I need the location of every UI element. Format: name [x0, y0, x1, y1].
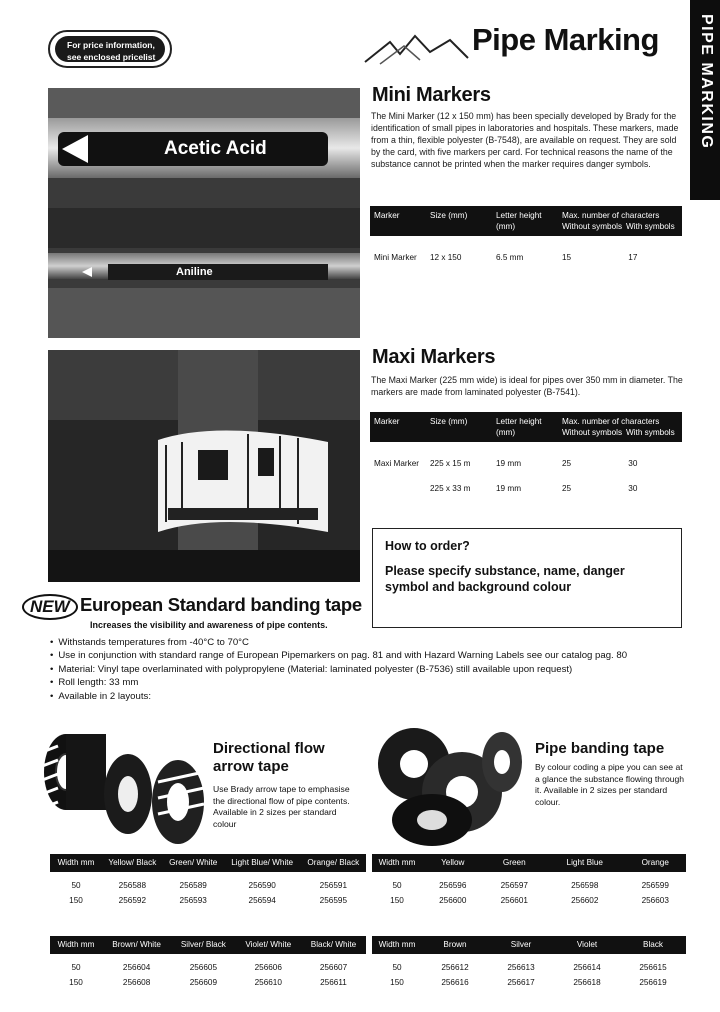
table-cell: 50	[392, 963, 402, 972]
banding-tape-description: By colour coding a pipe you can see at a glance the substance flowing through it. Available in 2 sizes per standard colour.	[535, 762, 685, 807]
col-colour: Silver	[488, 936, 554, 954]
table-cell: 25	[562, 459, 572, 468]
table-row	[50, 973, 366, 992]
table-row	[372, 973, 686, 992]
table-cell: 15	[562, 253, 572, 262]
table-cell: 150	[69, 978, 83, 987]
mini-col-without: Without symbols	[562, 222, 623, 231]
col-colour: Black/ White	[301, 936, 366, 954]
table-cell: 150	[390, 896, 404, 905]
mini-markers-description: The Mini Marker (12 x 150 mm) has been specially developed by Brady for the identification of small pipes in laboratories and hospitals. These markers, made from a thin, flexible polyester (B-7548), are available on request. They are sold by the card, with five markers per card. For technical reasons the name of the substance cannot be printed when the marker requires danger symbols.	[371, 111, 679, 169]
table-row	[50, 954, 366, 973]
mini-markers-table	[370, 206, 682, 267]
col-colour: Black	[620, 936, 686, 954]
how-to-order-box	[372, 528, 682, 628]
table-cell: 256591	[319, 881, 347, 890]
maxi-marker-photo	[48, 350, 360, 582]
table-cell: 150	[69, 896, 83, 905]
col-width: Width mm	[372, 854, 422, 872]
table-cell: 256610	[254, 978, 282, 987]
table-cell: 256607	[319, 963, 348, 972]
table-row	[370, 473, 682, 498]
banding-tape-title: Pipe banding tape	[535, 740, 665, 757]
table-cell: 256601	[500, 896, 528, 905]
table-cell: 256614	[573, 963, 601, 972]
table-cell: 6.5 mm	[496, 253, 524, 262]
table-cell: 256600	[439, 896, 467, 905]
table-cell: 50	[71, 963, 81, 972]
table-cell: 50	[71, 881, 81, 890]
table-cell: 256593	[179, 896, 207, 905]
list-item: • Material: Vinyl tape overlaminated with polypropylene (Material: laminated polyester (B-7536) still available upon request)	[50, 663, 627, 676]
side-tab-label: PIPE MARKING	[698, 14, 715, 150]
table-cell: 256609	[189, 978, 218, 987]
mini-col-with: With symbols	[626, 222, 675, 231]
maxi-col-max-chars: Max. number of characters	[562, 417, 660, 426]
col-width: Width mm	[50, 854, 102, 872]
pipe-label-acetic-acid: Acetic Acid	[164, 138, 267, 159]
col-colour: Orange/ Black	[301, 854, 366, 872]
col-width: Width mm	[372, 936, 422, 954]
maxi-col-letter-height: Letter height (mm)	[492, 412, 558, 442]
col-colour: Silver/ Black	[171, 936, 235, 954]
table-cell: 256597	[500, 881, 528, 890]
section-side-tab	[690, 0, 720, 200]
price-info-badge	[48, 30, 172, 68]
page-title: Pipe Marking	[472, 22, 659, 57]
table-cell: 256617	[507, 978, 535, 987]
col-colour: Brown	[422, 936, 488, 954]
table-cell: 256619	[639, 978, 667, 987]
table-cell: 50	[392, 881, 402, 890]
col-colour: Yellow	[422, 854, 484, 872]
table-row	[370, 236, 682, 267]
maxi-col-with: With symbols	[626, 428, 675, 437]
order-answer: Please specify substance, name, danger symbol and background colour	[385, 564, 625, 594]
maxi-photo-graphic	[48, 350, 360, 582]
col-width: Width mm	[50, 936, 102, 954]
new-badge: NEW	[22, 594, 78, 620]
maxi-markers-table	[370, 412, 682, 498]
col-colour: Brown/ White	[102, 936, 171, 954]
directional-title-line2: arrow tape	[213, 758, 289, 775]
banding-tape-rolls-image	[362, 722, 530, 852]
table-cell: 256602	[571, 896, 599, 905]
maxi-markers-title: Maxi Markers	[372, 346, 496, 368]
table-row	[372, 872, 686, 891]
table-cell: 30	[628, 459, 638, 468]
table-cell: 256608	[122, 978, 151, 987]
table-cell: 256612	[441, 963, 469, 972]
col-colour: Orange	[624, 854, 686, 872]
col-colour: Green	[484, 854, 546, 872]
mini-col-letter-height: Letter height (mm)	[492, 206, 558, 236]
table-cell: 256588	[118, 881, 146, 890]
table-cell: 256594	[248, 896, 276, 905]
directional-table-2	[50, 936, 366, 992]
maxi-col-marker: Marker	[370, 412, 426, 442]
col-colour: Violet/ White	[236, 936, 301, 954]
table-cell: 256605	[189, 963, 218, 972]
table-cell: 256596	[439, 881, 467, 890]
table-row	[50, 891, 366, 910]
list-item: • Roll length: 33 mm	[50, 676, 627, 689]
table-cell: 256590	[248, 881, 276, 890]
euro-banding-title: European Standard banding tape	[80, 594, 362, 615]
table-cell: 256606	[254, 963, 282, 972]
maxi-markers-description: The Maxi Marker (225 mm wide) is ideal for pipes over 350 mm in diameter. The markers are made from laminated polyester (B-7541).	[371, 375, 683, 397]
pipe-marker-photo	[48, 88, 360, 338]
directional-table-1	[50, 854, 366, 910]
table-cell: 19 mm	[496, 459, 522, 468]
table-cell: 256615	[639, 963, 667, 972]
col-colour: Light Blue	[545, 854, 624, 872]
table-cell: 225 x 33 m	[430, 484, 471, 493]
mini-col-marker: Marker	[370, 206, 426, 236]
directional-tape-description: Use Brady arrow tape to emphasise the directional flow of pipe contents. Available in 2 sizes per standard colour	[213, 784, 350, 829]
list-item: • Use in conjunction with standard range of European Pipemarkers on pag. 81 and with Hazard Warning Labels see our catalog pag. 80	[50, 649, 627, 662]
table-cell: 12 x 150	[430, 253, 462, 262]
mini-markers-title: Mini Markers	[372, 84, 491, 106]
table-cell: Maxi Marker	[374, 459, 420, 468]
maxi-col-size: Size (mm)	[426, 412, 492, 442]
table-row	[50, 872, 366, 891]
table-row	[370, 442, 682, 473]
banding-table-2	[372, 936, 686, 992]
price-badge-line1: For price information,	[67, 40, 155, 50]
table-cell: 256616	[441, 978, 469, 987]
order-question: How to order?	[385, 539, 470, 553]
table-cell: 256592	[118, 896, 146, 905]
maxi-col-without: Without symbols	[562, 428, 623, 437]
mini-col-max-chars: Max. number of characters	[562, 211, 660, 220]
table-cell: 225 x 15 m	[430, 459, 471, 468]
table-cell: 256613	[507, 963, 535, 972]
banding-table-1	[372, 854, 686, 910]
table-row	[372, 954, 686, 973]
mini-col-size: Size (mm)	[426, 206, 492, 236]
title-decoration-graphic	[360, 32, 470, 66]
table-row	[372, 891, 686, 910]
table-cell: 256589	[179, 881, 207, 890]
table-cell: 256618	[573, 978, 601, 987]
list-item: • Withstands temperatures from -40°C to 70°C	[50, 636, 627, 649]
directional-tape-title	[213, 740, 325, 776]
col-colour: Green/ White	[163, 854, 224, 872]
col-colour: Yellow/ Black	[102, 854, 163, 872]
price-badge-line2: see enclosed pricelist	[67, 52, 156, 62]
table-cell: 150	[390, 978, 404, 987]
table-cell: 256599	[641, 881, 669, 890]
table-cell: 256611	[320, 978, 347, 987]
list-item: • Available in 2 layouts:	[50, 690, 627, 703]
table-cell: 25	[562, 484, 572, 493]
arrow-tape-rolls-image	[28, 722, 218, 852]
pipe-label-aniline: Aniline	[176, 266, 213, 278]
table-cell: 19 mm	[496, 484, 522, 493]
col-colour: Violet	[554, 936, 620, 954]
col-colour: Light Blue/ White	[224, 854, 301, 872]
table-cell: 30	[628, 484, 638, 493]
table-cell: 256595	[319, 896, 347, 905]
table-cell: Mini Marker	[374, 253, 417, 262]
euro-banding-subtitle: Increases the visibility and awareness of pipe contents.	[90, 620, 328, 630]
table-cell: 17	[628, 253, 638, 262]
table-cell: 256598	[571, 881, 599, 890]
directional-title-line1: Directional flow	[213, 740, 325, 757]
pipe-photo-graphic	[48, 88, 360, 338]
table-cell	[370, 473, 426, 498]
euro-feature-list	[50, 636, 627, 703]
table-cell: 256603	[641, 896, 669, 905]
table-cell: 256604	[122, 963, 151, 972]
